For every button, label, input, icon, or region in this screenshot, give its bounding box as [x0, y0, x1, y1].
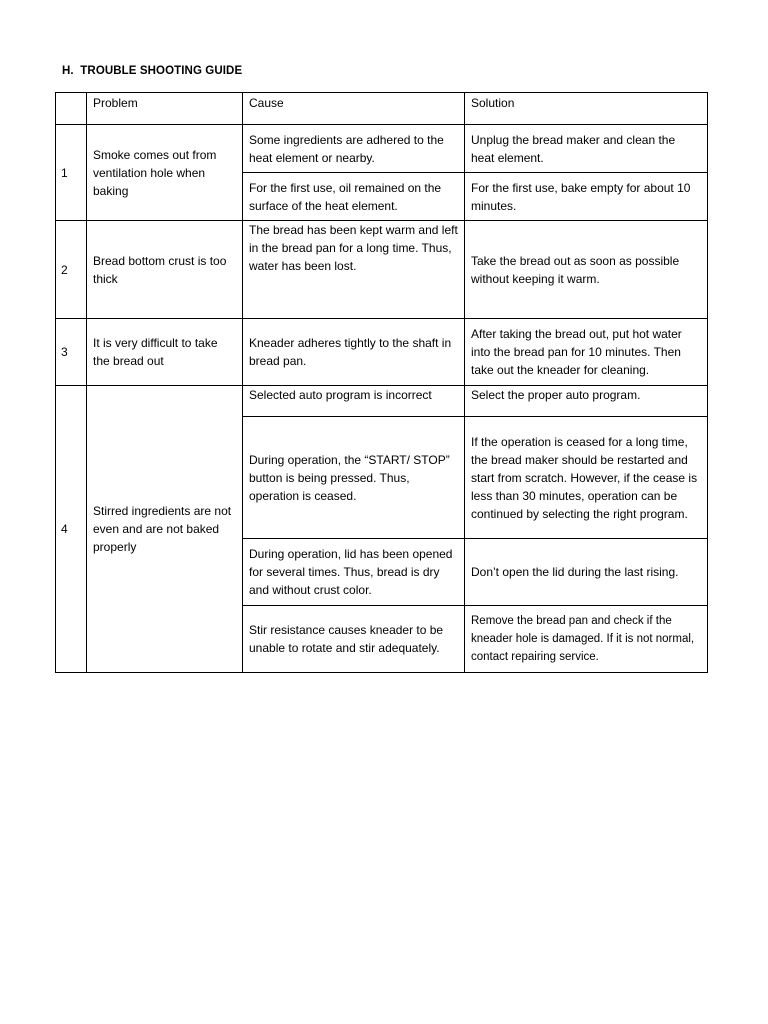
solution-cell: Don’t open the lid during the last rising.: [465, 539, 708, 606]
table-header-row: [56, 93, 708, 125]
section-letter: H.: [62, 65, 74, 77]
troubleshooting-table: [55, 92, 708, 673]
cause-cell: Stir resistance causes kneader to be unable to rotate and stir adequately.: [243, 606, 465, 673]
row-number: 2: [56, 221, 87, 319]
problem-cell: Smoke comes out from ventilation hole when baking: [87, 125, 243, 221]
table-row: [56, 125, 708, 173]
header-solution: Solution: [465, 93, 708, 125]
cause-cell: Selected auto program is incorrect: [243, 386, 465, 417]
cause-cell: Some ingredients are adhered to the heat element or nearby.: [243, 125, 465, 173]
table-row: [56, 319, 708, 386]
section-heading: [62, 65, 242, 77]
solution-cell: Take the bread out as soon as possible without keeping it warm.: [465, 221, 708, 319]
table-row: [56, 386, 708, 417]
cause-cell: During operation, lid has been opened for several times. Thus, bread is dry and without crust color.: [243, 539, 465, 606]
solution-cell: Remove the bread pan and check if the kneader hole is damaged. If it is not normal, contact repairing service.: [465, 606, 708, 673]
cause-cell: Kneader adheres tightly to the shaft in bread pan.: [243, 319, 465, 386]
problem-cell: Stirred ingredients are not even and are not baked properly: [87, 386, 243, 673]
cause-cell: For the first use, oil remained on the surface of the heat element.: [243, 173, 465, 221]
section-title: TROUBLE SHOOTING GUIDE: [80, 65, 243, 77]
cause-cell: The bread has been kept warm and left in the bread pan for a long time. Thus, water has been lost.: [243, 221, 465, 319]
header-problem: Problem: [87, 93, 243, 125]
row-number: 4: [56, 386, 87, 673]
solution-cell: Unplug the bread maker and clean the heat element.: [465, 125, 708, 173]
solution-cell: For the first use, bake empty for about 10 minutes.: [465, 173, 708, 221]
problem-cell: It is very difficult to take the bread out: [87, 319, 243, 386]
row-number: 3: [56, 319, 87, 386]
solution-cell: After taking the bread out, put hot water into the bread pan for 10 minutes. Then take out the kneader for cleaning.: [465, 319, 708, 386]
problem-cell: Bread bottom crust is too thick: [87, 221, 243, 319]
cause-cell: During operation, the “START/ STOP” button is being pressed. Thus, operation is ceased.: [243, 417, 465, 539]
header-cause: Cause: [243, 93, 465, 125]
table-row: [56, 221, 708, 319]
solution-cell: If the operation is ceased for a long time, the bread maker should be restarted and start from scratch. However, if the cease is less than 30 minutes, operation can be continued by selecting the right program.: [465, 417, 708, 539]
header-number: [56, 93, 87, 125]
row-number: 1: [56, 125, 87, 221]
solution-cell: Select the proper auto program.: [465, 386, 708, 417]
